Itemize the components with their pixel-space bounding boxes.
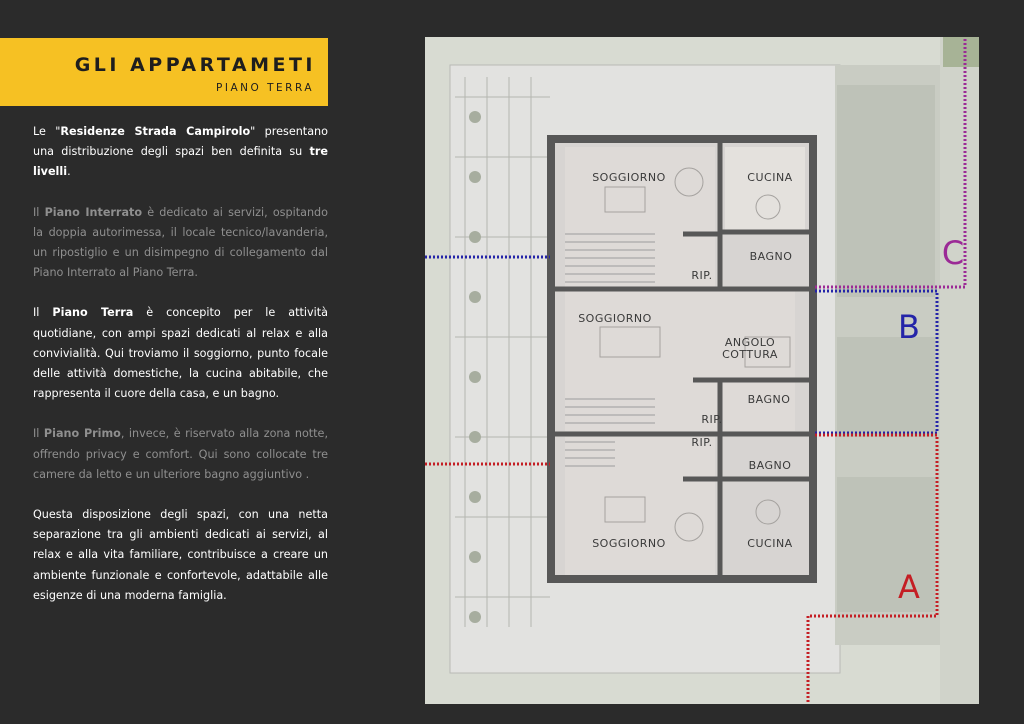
text-bold: Residenze Strada Campirolo xyxy=(60,125,251,138)
text-span: Il xyxy=(33,427,44,441)
text-span: Il xyxy=(33,205,45,219)
label-rip-top: RIP. xyxy=(691,269,713,282)
label-cucina-top: CUCINA xyxy=(747,171,793,184)
lawn-b xyxy=(837,337,935,437)
text-span: è dedicato ai servizi, ospitando la doppia autorimessa, il locale tecnico/lavanderia, un ripostiglio e un disimpegno di collegamento dal Piano Interrato al Piano Terra. xyxy=(33,205,328,280)
label-bagno-top: BAGNO xyxy=(749,250,793,263)
label-angolo: ANGOLO xyxy=(724,336,776,349)
label-rip-mid: RIP. xyxy=(701,413,723,426)
unit-label-c: C xyxy=(941,234,965,272)
text-bold: Piano Primo xyxy=(43,427,121,441)
text-span: Il xyxy=(33,306,53,320)
text-span: , invece, è riservato alla zona notte, offrendo privacy e comfort. Qui sono collocate tre camere da letto e un ulteriore bagno aggiuntivo . xyxy=(33,427,328,481)
label-soggiorno-bot: SOGGIORNO xyxy=(592,537,666,550)
text-span: è concepito per le attività quotidiane, con ampi spazi dedicati al relax e alla convivialità. Qui troviamo il soggiorno, punto focale delle attività domestiche, la cucina abitabile, che rappresenta il cuore della casa, e un bagno. xyxy=(33,306,328,401)
text-span: " presentano una distribuzione degli spazi ben definita su xyxy=(33,125,328,159)
text-span: . xyxy=(67,165,71,179)
label-cucina-bot: CUCINA xyxy=(747,537,793,550)
unit-label-b: B xyxy=(898,308,920,346)
side-strip xyxy=(940,37,979,704)
floor-plan-drawing xyxy=(425,37,979,704)
lawn-a xyxy=(837,477,935,612)
paragraph-conclusion xyxy=(33,505,328,606)
text-bold: tre livelli xyxy=(33,145,328,179)
page-title: GLI APPARTAMETI xyxy=(74,54,316,76)
page-subtitle: PIANO TERRA xyxy=(216,82,314,94)
label-soggiorno-mid: SOGGIORNO xyxy=(578,312,652,325)
paragraph-piano-primo xyxy=(33,424,328,485)
text-bold: Piano Interrato xyxy=(44,205,143,219)
label-bagno-bot: BAGNO xyxy=(748,459,792,472)
title-banner xyxy=(0,38,328,106)
paragraph-intro xyxy=(33,122,328,183)
floor-plan xyxy=(425,37,979,704)
hedge xyxy=(943,37,979,67)
room-cucina-top xyxy=(725,147,805,233)
paragraph-piano-terra xyxy=(33,303,328,404)
unit-label-a: A xyxy=(898,568,920,606)
paragraph-piano-interrato xyxy=(33,203,328,284)
label-cottura: COTTURA xyxy=(722,348,778,361)
label-bagno-mid: BAGNO xyxy=(747,393,791,406)
label-soggiorno-top: SOGGIORNO xyxy=(592,171,666,184)
text-span: Questa disposizione degli spazi, con una netta separazione tra gli ambienti dedicati ai servizi, al relax e alla vita familiare, contribuisce a creare un ambiente funzionale e confortevole, adattabile alle esigenze di una moderna famiglia. xyxy=(33,508,328,602)
description-text xyxy=(33,122,328,626)
text-span: Le " xyxy=(33,125,61,138)
label-rip-bot: RIP. xyxy=(691,436,713,449)
text-bold: Piano Terra xyxy=(52,306,134,320)
lawn-c xyxy=(837,85,935,297)
